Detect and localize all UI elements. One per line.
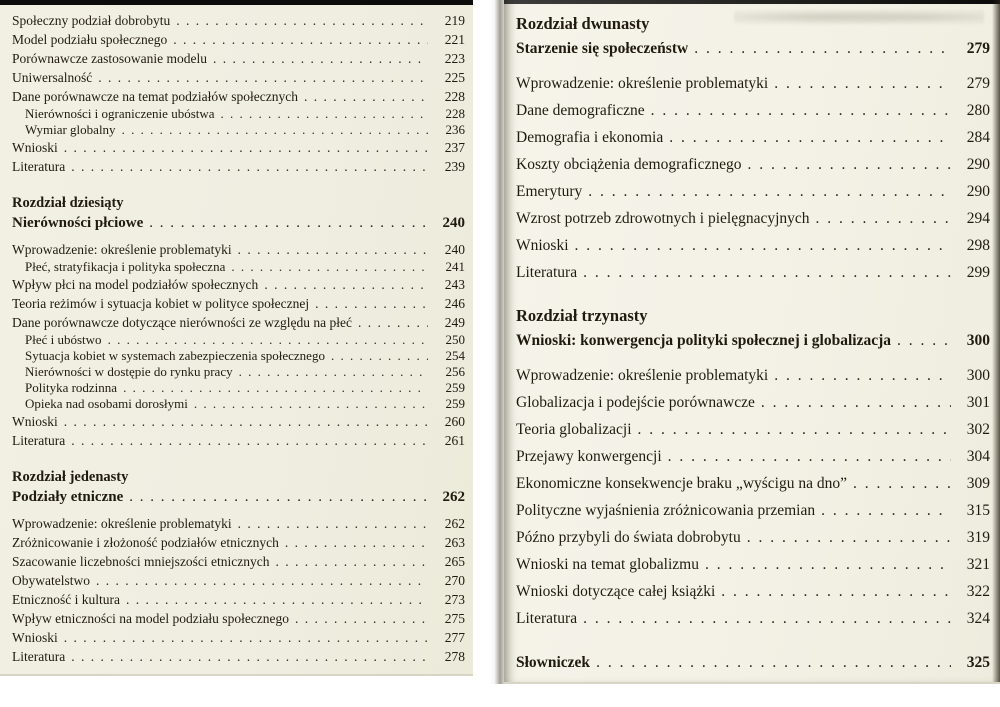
left-page bbox=[0, 0, 473, 676]
toc-entry-row bbox=[516, 124, 990, 151]
toc-entry-page-number: 324 bbox=[966, 610, 990, 627]
toc-entry-page-number: 325 bbox=[966, 654, 990, 671]
toc-entry-title: Koszty obciążenia demograficznego bbox=[516, 156, 742, 173]
dot-leader bbox=[129, 487, 428, 508]
dot-leader bbox=[221, 106, 428, 122]
dot-leader bbox=[71, 157, 428, 176]
toc-entry-title: Wnioski bbox=[12, 630, 58, 645]
toc-entry-row bbox=[12, 87, 465, 106]
toc-entry-page-number: 275 bbox=[444, 611, 465, 626]
dot-leader bbox=[194, 396, 428, 412]
toc-entry-row bbox=[12, 396, 465, 412]
toc-entry-title: Podziały etniczne bbox=[12, 489, 124, 505]
toc-entry-page-number: 319 bbox=[966, 529, 990, 546]
dot-leader bbox=[669, 124, 951, 151]
toc-entry-page-number: 278 bbox=[444, 649, 465, 664]
toc-entry-title: Nierówności płciowe bbox=[12, 215, 144, 231]
right-toc-list bbox=[516, 4, 990, 684]
toc-chapter-label-row bbox=[516, 12, 990, 36]
toc-entry-row bbox=[516, 36, 990, 62]
toc-entry-page-number: 262 bbox=[444, 516, 465, 531]
left-toc-list bbox=[12, 5, 465, 666]
toc-entry-page-number: 261 bbox=[444, 433, 465, 448]
dot-leader bbox=[651, 97, 951, 124]
dot-leader bbox=[173, 30, 428, 49]
toc-entry-page-number: 256 bbox=[445, 364, 465, 379]
toc-entry-page-number: 262 bbox=[442, 489, 465, 505]
toc-entry-page-number: 259 bbox=[445, 380, 465, 395]
page-right-edge-shadow bbox=[992, 0, 1000, 682]
toc-entry-row bbox=[516, 443, 990, 470]
toc-entry-title: Nierówności w dostępie do rynku pracy bbox=[25, 364, 233, 379]
dot-leader bbox=[774, 362, 951, 389]
toc-entry-row bbox=[12, 514, 465, 533]
toc-entry-row bbox=[516, 328, 990, 354]
dot-leader bbox=[575, 232, 951, 259]
toc-entry-title: Społeczny podział dobrobytu bbox=[12, 13, 171, 28]
toc-entry-title: Wprowadzenie: określenie problematyki bbox=[516, 75, 769, 92]
dot-leader bbox=[123, 380, 428, 396]
toc-entry-title: Literatura bbox=[12, 433, 66, 448]
toc-entry-row bbox=[12, 122, 465, 138]
toc-entry-page-number: 279 bbox=[966, 75, 990, 92]
toc-entry-page-number: 250 bbox=[445, 332, 465, 347]
toc-entry-page-number: 249 bbox=[444, 315, 465, 330]
toc-chapter-label-row bbox=[516, 304, 990, 328]
toc-entry-page-number: 304 bbox=[966, 448, 990, 465]
toc-entry-title: Rozdział dwunasty bbox=[516, 14, 650, 33]
toc-entry-title: Wprowadzenie: określenie problematyki bbox=[12, 516, 232, 531]
dot-leader bbox=[64, 412, 428, 431]
toc-entry-title: Model podziału społecznego bbox=[12, 32, 168, 47]
toc-entry-title: Wnioski bbox=[12, 140, 58, 155]
toc-entry-row bbox=[516, 70, 990, 97]
dot-leader bbox=[238, 240, 428, 259]
toc-entry-page-number: 302 bbox=[966, 421, 990, 438]
dot-leader bbox=[98, 68, 428, 87]
toc-entry-title: Emerytury bbox=[516, 183, 583, 200]
toc-entry-row bbox=[12, 68, 465, 87]
toc-entry-page-number: 277 bbox=[444, 630, 465, 645]
toc-entry-page-number: 290 bbox=[966, 183, 990, 200]
dot-leader bbox=[705, 551, 951, 578]
toc-entry-row bbox=[516, 205, 990, 232]
toc-entry-page-number: 228 bbox=[444, 89, 465, 104]
toc-entry-page-number: 290 bbox=[966, 156, 990, 173]
toc-entry-page-number: 280 bbox=[966, 102, 990, 119]
toc-entry-row bbox=[12, 533, 465, 552]
toc-entry-title: Wprowadzenie: określenie problematyki bbox=[12, 242, 232, 257]
dot-leader bbox=[126, 590, 428, 609]
dot-leader bbox=[176, 11, 428, 30]
toc-entry-title: Polityczne wyjaśnienia zróżnicowania przemian bbox=[516, 502, 816, 519]
dot-leader bbox=[276, 552, 428, 571]
toc-entry-row bbox=[516, 470, 990, 497]
toc-entry-title: Szacowanie liczebności mniejszości etnicznych bbox=[12, 554, 270, 569]
toc-entry-title: Globalizacja i podejście porównawcze bbox=[516, 394, 755, 411]
toc-entry-page-number: 219 bbox=[444, 13, 465, 28]
toc-entry-row bbox=[12, 157, 465, 176]
toc-entry-row bbox=[12, 431, 465, 450]
toc-entry-row bbox=[516, 259, 990, 286]
toc-entry-title: Literatura bbox=[12, 159, 66, 174]
dot-leader bbox=[721, 578, 951, 605]
dot-leader bbox=[816, 205, 951, 232]
toc-entry-page-number: 263 bbox=[444, 535, 465, 550]
toc-entry-row bbox=[12, 552, 465, 571]
toc-entry-title: Demografia i ekonomia bbox=[516, 129, 664, 146]
toc-entry-row bbox=[516, 605, 990, 632]
toc-entry-title: Literatura bbox=[12, 649, 66, 664]
toc-chapter-label-row bbox=[12, 467, 465, 487]
dot-leader bbox=[668, 443, 951, 470]
toc-entry-row bbox=[516, 232, 990, 259]
toc-entry-page-number: 321 bbox=[966, 556, 990, 573]
toc-entry-title: Wnioski dotyczące całej książki bbox=[516, 583, 716, 600]
toc-entry-row bbox=[12, 294, 465, 313]
toc-entry-row bbox=[12, 571, 465, 590]
toc-entry-row bbox=[12, 49, 465, 68]
dot-leader bbox=[64, 628, 428, 647]
toc-entry-page-number: 300 bbox=[966, 332, 990, 349]
dot-leader bbox=[358, 313, 428, 332]
dot-leader bbox=[761, 389, 951, 416]
toc-entry-page-number: 284 bbox=[966, 129, 990, 146]
toc-entry-row bbox=[516, 497, 990, 524]
toc-entry-row bbox=[12, 30, 465, 49]
toc-entry-row bbox=[12, 213, 465, 234]
toc-entry-row bbox=[12, 487, 465, 508]
dot-leader bbox=[748, 151, 951, 178]
toc-entry-row bbox=[12, 647, 465, 666]
dot-leader bbox=[64, 138, 428, 157]
toc-entry-page-number: 237 bbox=[444, 140, 465, 155]
right-page bbox=[504, 0, 1000, 684]
toc-entry-title: Rozdział jedenasty bbox=[12, 469, 129, 485]
dot-leader bbox=[231, 259, 428, 275]
toc-entry-title: Ekonomiczne konsekwencje braku „wyścigu na dno” bbox=[516, 475, 847, 492]
toc-entry-row bbox=[12, 364, 465, 380]
toc-chapter-label-row bbox=[12, 193, 465, 213]
toc-entry-row bbox=[516, 362, 990, 389]
toc-entry-row bbox=[12, 590, 465, 609]
dot-leader bbox=[897, 328, 951, 354]
toc-entry-title: Wnioski na temat globalizmu bbox=[516, 556, 699, 573]
toc-entry-title: Teoria globalizacji bbox=[516, 421, 632, 438]
toc-entry-page-number: 322 bbox=[966, 583, 990, 600]
toc-entry-title: Wymiar globalny bbox=[25, 122, 116, 137]
dot-leader bbox=[239, 364, 428, 380]
toc-entry-title: Porównawcze zastosowanie modelu bbox=[12, 51, 207, 66]
toc-entry-title: Przejawy konwergencji bbox=[516, 448, 662, 465]
dot-leader bbox=[108, 332, 428, 348]
toc-entry-title: Sytuacja kobiet w systemach zabezpieczenia społecznego bbox=[25, 348, 325, 363]
toc-entry-row bbox=[516, 578, 990, 605]
dot-leader bbox=[304, 87, 428, 106]
dot-leader bbox=[694, 36, 951, 62]
dot-leader bbox=[774, 70, 951, 97]
toc-entry-page-number: 221 bbox=[444, 32, 465, 47]
toc-entry-title: Polityka rodzinna bbox=[25, 380, 118, 395]
dot-leader bbox=[853, 470, 951, 497]
toc-entry-title: Nierówności i ograniczenie ubóstwa bbox=[25, 106, 215, 121]
toc-entry-page-number: 260 bbox=[444, 414, 465, 429]
dot-leader bbox=[295, 609, 428, 628]
toc-entry-page-number: 301 bbox=[966, 394, 990, 411]
dot-leader bbox=[583, 259, 951, 286]
toc-entry-page-number: 240 bbox=[442, 215, 465, 231]
toc-entry-title: Późno przybyli do świata dobrobytu bbox=[516, 529, 741, 546]
toc-entry-page-number: 240 bbox=[444, 242, 465, 257]
toc-entry-page-number: 259 bbox=[445, 396, 465, 411]
toc-entry-row bbox=[12, 259, 465, 275]
dot-leader bbox=[596, 650, 951, 676]
toc-entry-row bbox=[12, 313, 465, 332]
dot-leader bbox=[588, 178, 951, 205]
toc-entry-title: Etniczność i kultura bbox=[12, 592, 120, 607]
dot-leader bbox=[285, 533, 428, 552]
toc-entry-page-number: 270 bbox=[444, 573, 465, 588]
toc-entry-title: Uniwersalność bbox=[12, 70, 93, 85]
toc-entry-title: Rozdział trzynasty bbox=[516, 306, 648, 325]
toc-entry-row bbox=[12, 332, 465, 348]
toc-entry-page-number: 223 bbox=[444, 51, 465, 66]
dot-leader bbox=[315, 294, 428, 313]
toc-entry-row bbox=[516, 524, 990, 551]
toc-entry-title: Teoria reżimów i sytuacja kobiet w polityce społecznej bbox=[12, 296, 310, 311]
toc-entry-row bbox=[516, 151, 990, 178]
toc-entry-title: Dane porównawcze dotyczące nierówności ze względu na płeć bbox=[12, 315, 352, 330]
toc-entry-title: Wnioski: konwergencja polityki społecznej i globalizacja bbox=[516, 332, 892, 349]
dot-leader bbox=[71, 647, 428, 666]
toc-entry-page-number: 273 bbox=[444, 592, 465, 607]
toc-entry-title: Dane porównawcze na temat podziałów społecznych bbox=[12, 89, 299, 104]
toc-entry-title: Wnioski bbox=[12, 414, 58, 429]
toc-entry-page-number: 225 bbox=[444, 70, 465, 85]
toc-entry-row bbox=[516, 389, 990, 416]
dot-leader bbox=[238, 514, 428, 533]
toc-entry-row bbox=[12, 240, 465, 259]
toc-entry-title: Płeć i ubóstwo bbox=[25, 332, 102, 347]
toc-entry-page-number: 239 bbox=[444, 159, 465, 174]
toc-entry-row bbox=[12, 138, 465, 157]
toc-entry-page-number: 298 bbox=[966, 237, 990, 254]
toc-entry-title: Wpływ etniczności na model podziału społecznego bbox=[12, 611, 290, 626]
toc-entry-page-number: 246 bbox=[444, 296, 465, 311]
toc-entry-row bbox=[12, 275, 465, 294]
toc-entry-title: Zróżnicowanie i złożoność podziałów etnicznych bbox=[12, 535, 279, 550]
toc-entry-row bbox=[516, 551, 990, 578]
toc-entry-title: Płeć, stratyfikacja i polityka społeczna bbox=[25, 259, 226, 274]
toc-entry-page-number: 236 bbox=[445, 122, 465, 137]
toc-entry-row bbox=[12, 412, 465, 431]
dot-leader bbox=[583, 605, 951, 632]
toc-entry-row bbox=[516, 97, 990, 124]
toc-entry-row bbox=[516, 416, 990, 443]
toc-entry-title: Wpływ płci na model podziałów społecznych bbox=[12, 277, 259, 292]
dot-leader bbox=[149, 213, 428, 234]
toc-entry-page-number: 228 bbox=[445, 106, 465, 121]
dot-leader bbox=[122, 122, 428, 138]
dot-leader bbox=[213, 49, 428, 68]
toc-entry-row bbox=[12, 628, 465, 647]
toc-entry-title: Wzrost potrzeb zdrowotnych i pielęgnacyjnych bbox=[516, 210, 810, 227]
dot-leader bbox=[747, 524, 951, 551]
toc-entry-page-number: 315 bbox=[966, 502, 990, 519]
toc-entry-title: Słowniczek bbox=[516, 654, 591, 671]
dot-leader bbox=[264, 275, 428, 294]
toc-entry-page-number: 254 bbox=[445, 348, 465, 363]
toc-entry-title: Literatura bbox=[516, 610, 578, 627]
toc-entry-title: Starzenie się społeczeństw bbox=[516, 40, 689, 57]
toc-entry-title: Obywatelstwo bbox=[12, 573, 90, 588]
toc-entry-row bbox=[516, 650, 990, 676]
dot-leader bbox=[638, 416, 951, 443]
toc-entry-page-number: 294 bbox=[966, 210, 990, 227]
toc-entry-page-number: 265 bbox=[444, 554, 465, 569]
toc-entry-row bbox=[12, 380, 465, 396]
toc-entry-row bbox=[12, 348, 465, 364]
toc-entry-title: Dane demograficzne bbox=[516, 102, 645, 119]
toc-entry-title: Wprowadzenie: określenie problematyki bbox=[516, 367, 769, 384]
toc-entry-title: Wnioski bbox=[516, 237, 569, 254]
toc-entry-title: Literatura bbox=[516, 264, 578, 281]
toc-entry-row bbox=[12, 11, 465, 30]
toc-entry-page-number: 241 bbox=[445, 259, 465, 274]
toc-entry-title: Opieka nad osobami dorosłymi bbox=[25, 396, 188, 411]
dot-leader bbox=[71, 431, 428, 450]
dot-leader bbox=[821, 497, 951, 524]
toc-entry-row bbox=[12, 609, 465, 628]
toc-entry-row bbox=[12, 106, 465, 122]
dot-leader bbox=[96, 571, 428, 590]
toc-entry-row bbox=[516, 178, 990, 205]
toc-entry-title: Rozdział dziesiąty bbox=[12, 195, 124, 211]
toc-entry-page-number: 300 bbox=[966, 367, 990, 384]
toc-entry-page-number: 243 bbox=[444, 277, 465, 292]
toc-entry-page-number: 299 bbox=[966, 264, 990, 281]
toc-entry-page-number: 279 bbox=[966, 40, 990, 57]
toc-entry-page-number: 309 bbox=[966, 475, 990, 492]
dot-leader bbox=[331, 348, 428, 364]
